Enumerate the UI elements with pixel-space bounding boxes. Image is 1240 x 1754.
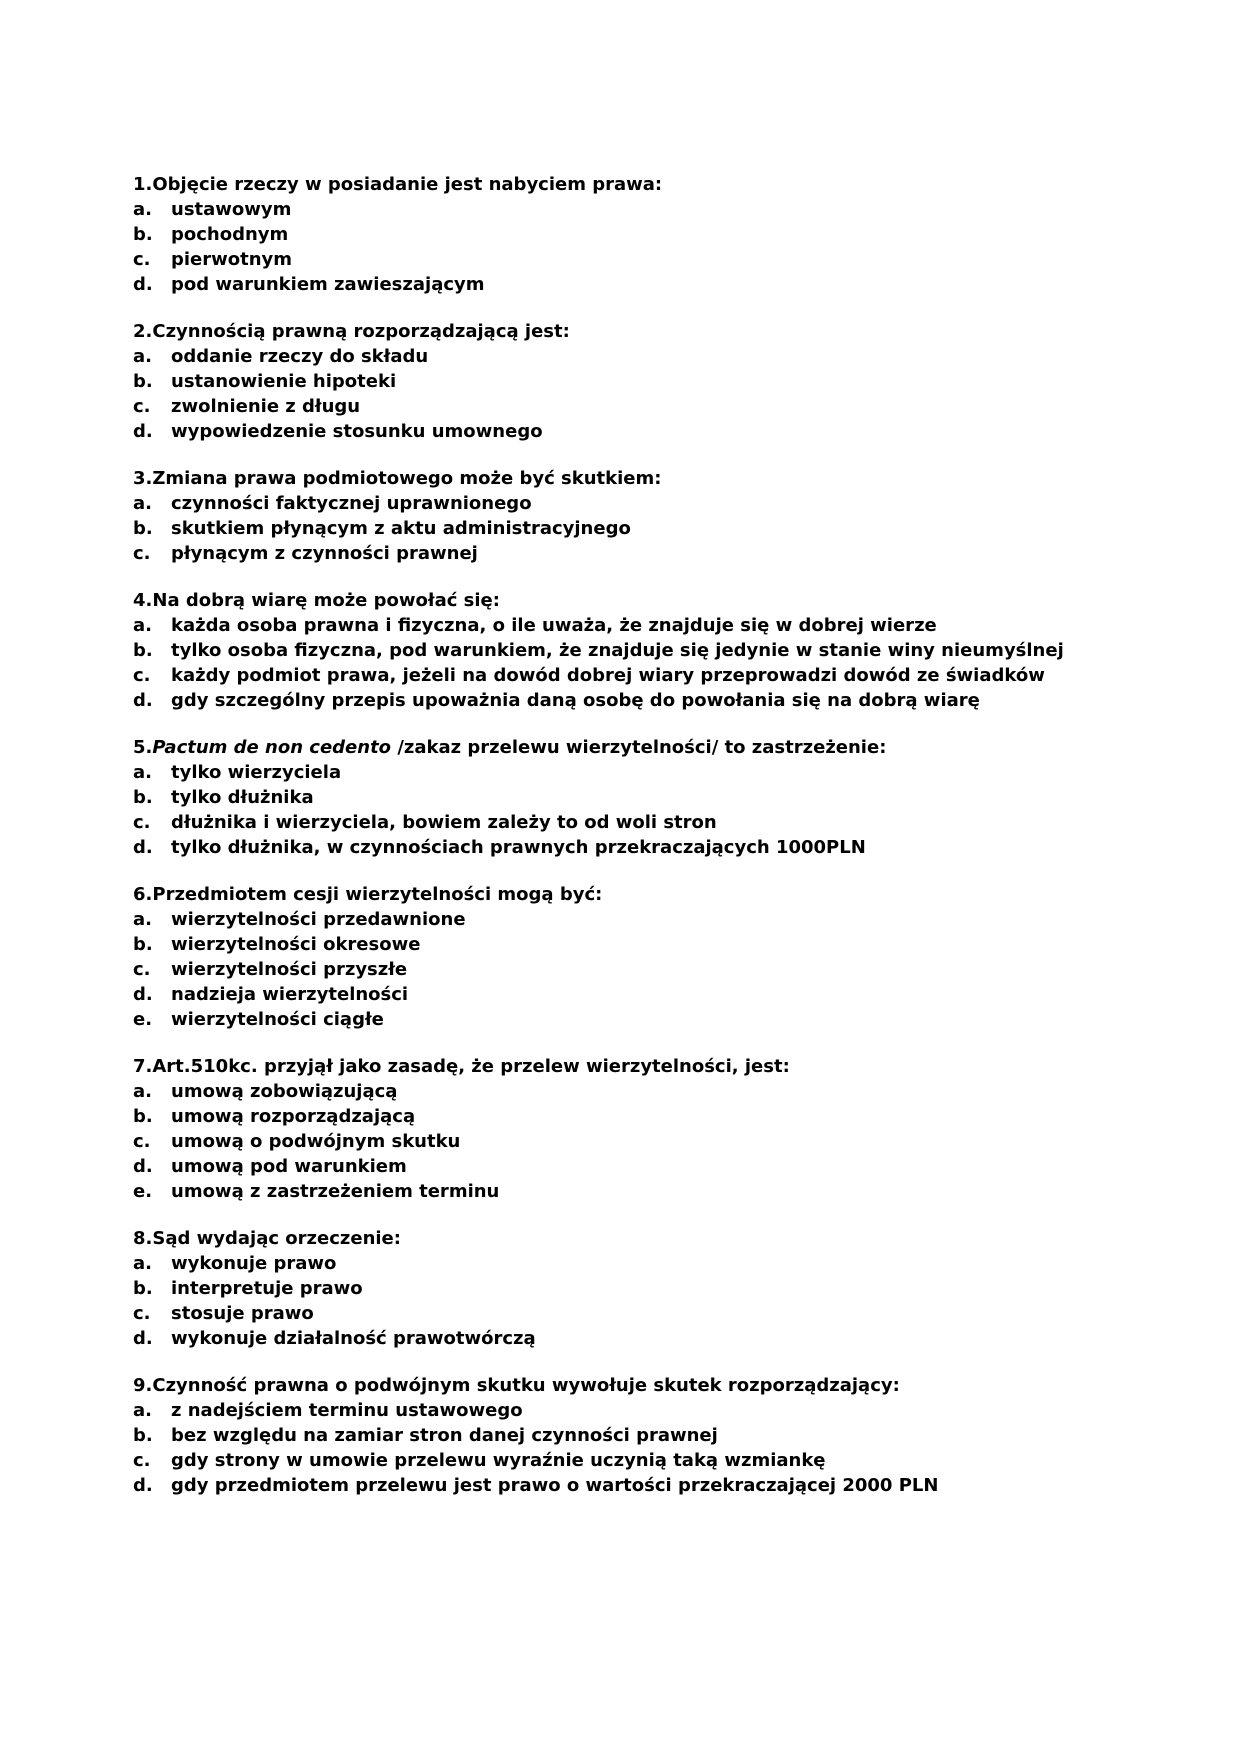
option-letter: c. — [133, 812, 151, 833]
option-text: skutkiem płynącym z aktu administracyjnego — [171, 518, 631, 539]
option-text: wykonuje prawo — [171, 1253, 337, 1274]
option-letter: a. — [133, 1253, 152, 1274]
option-row — [133, 1251, 1095, 1276]
option-text: gdy strony w umowie przelewu wyraźnie uczynią taką wzmiankę — [171, 1450, 826, 1471]
option-text: wykonuje działalność prawotwórczą — [171, 1328, 536, 1349]
option-text: stosuje prawo — [171, 1303, 314, 1324]
option-text: bez względu na zamiar stron danej czynności prawnej — [171, 1425, 718, 1446]
question-title-text: Przedmiotem cesji wierzytelności mogą być: — [152, 884, 603, 905]
option-letter: c. — [133, 665, 151, 686]
option-letter: b. — [133, 640, 153, 661]
option-letter: a. — [133, 346, 152, 367]
question-title-text: Art.510kc. przyjął jako zasadę, że przelew wierzytelności, jest: — [152, 1056, 790, 1077]
option-text: umową pod warunkiem — [171, 1156, 407, 1177]
question-title — [133, 1054, 1095, 1079]
option-row — [133, 1079, 1095, 1104]
option-row — [133, 369, 1095, 394]
question-title — [133, 588, 1095, 613]
option-text: wierzytelności okresowe — [171, 934, 421, 955]
option-text: ustanowienie hipoteki — [171, 371, 397, 392]
option-text: wierzytelności przyszłe — [171, 959, 408, 980]
question-block — [133, 882, 1095, 1032]
question-title — [133, 882, 1095, 907]
question-block — [133, 466, 1095, 566]
option-row — [133, 810, 1095, 835]
question-title-text: Czynność prawna o podwójnym skutku wywołuje skutek rozporządzający: — [152, 1375, 900, 1396]
option-text: pod warunkiem zawieszającym — [171, 274, 485, 295]
option-row — [133, 1423, 1095, 1448]
option-row — [133, 982, 1095, 1007]
question-number: 5. — [133, 737, 153, 758]
option-row — [133, 247, 1095, 272]
question-number: 3. — [133, 468, 153, 489]
option-row — [133, 1326, 1095, 1351]
option-letter: b. — [133, 1278, 153, 1299]
option-row — [133, 663, 1095, 688]
question-number: 2. — [133, 321, 153, 342]
option-row — [133, 835, 1095, 860]
option-row — [133, 1276, 1095, 1301]
option-letter: a. — [133, 909, 152, 930]
option-text: oddanie rzeczy do składu — [171, 346, 429, 367]
option-text: interpretuje prawo — [171, 1278, 363, 1299]
option-letter: c. — [133, 1303, 151, 1324]
option-row — [133, 688, 1095, 713]
question-title-italic: Pactum de non cedento — [152, 737, 392, 758]
question-title — [133, 466, 1095, 491]
option-row — [133, 1129, 1095, 1154]
option-row — [133, 1154, 1095, 1179]
question-block — [133, 319, 1095, 444]
option-row — [133, 1104, 1095, 1129]
option-letter: b. — [133, 518, 153, 539]
option-row — [133, 932, 1095, 957]
option-text: umową o podwójnym skutku — [171, 1131, 461, 1152]
option-letter: e. — [133, 1009, 153, 1030]
option-text: czynności faktycznej uprawnionego — [171, 493, 532, 514]
question-title — [133, 735, 1095, 760]
option-row — [133, 638, 1095, 663]
option-letter: c. — [133, 1131, 151, 1152]
question-block — [133, 735, 1095, 860]
question-number: 8. — [133, 1228, 153, 1249]
option-text: zwolnienie z długu — [171, 396, 361, 417]
question-title-text: Czynnością prawną rozporządzającą jest: — [152, 321, 570, 342]
option-row — [133, 516, 1095, 541]
option-letter: c. — [133, 249, 151, 270]
option-row — [133, 394, 1095, 419]
option-letter: e. — [133, 1181, 153, 1202]
option-letter: d. — [133, 837, 153, 858]
option-row — [133, 785, 1095, 810]
question-title — [133, 1373, 1095, 1398]
question-title — [133, 1226, 1095, 1251]
option-row — [133, 1179, 1095, 1204]
option-row — [133, 272, 1095, 297]
option-row — [133, 541, 1095, 566]
question-title — [133, 172, 1095, 197]
option-row — [133, 1007, 1095, 1032]
question-title-text: Na dobrą wiarę może powołać się: — [152, 590, 500, 611]
option-letter: a. — [133, 762, 152, 783]
question-title-text: /zakaz przelewu wierzytelności/ to zastrzeżenie: — [391, 737, 887, 758]
option-letter: b. — [133, 934, 153, 955]
question-block — [133, 588, 1095, 713]
question-number: 4. — [133, 590, 153, 611]
option-text: wypowiedzenie stosunku umownego — [171, 421, 543, 442]
option-row — [133, 197, 1095, 222]
option-letter: a. — [133, 1081, 152, 1102]
option-letter: b. — [133, 1106, 153, 1127]
option-row — [133, 957, 1095, 982]
option-row — [133, 1301, 1095, 1326]
option-row — [133, 613, 1095, 638]
option-row — [133, 1448, 1095, 1473]
question-title-text: Objęcie rzeczy w posiadanie jest nabyciem prawa: — [152, 174, 663, 195]
option-text: pierwotnym — [171, 249, 293, 270]
option-letter: d. — [133, 1328, 153, 1349]
option-letter: a. — [133, 615, 152, 636]
question-title-text: Sąd wydając orzeczenie: — [152, 1228, 401, 1249]
option-text: pochodnym — [171, 224, 289, 245]
option-letter: c. — [133, 396, 151, 417]
question-number: 1. — [133, 174, 153, 195]
question-number: 7. — [133, 1056, 153, 1077]
option-text: wierzytelności ciągłe — [171, 1009, 384, 1030]
option-text: wierzytelności przedawnione — [171, 909, 466, 930]
option-letter: d. — [133, 274, 153, 295]
question-number: 9. — [133, 1375, 153, 1396]
option-row — [133, 1473, 1095, 1498]
option-letter: d. — [133, 1475, 153, 1496]
option-text: dłużnika i wierzyciela, bowiem zależy to od woli stron — [171, 812, 717, 833]
option-text: umową z zastrzeżeniem terminu — [171, 1181, 500, 1202]
question-block — [133, 1373, 1095, 1498]
option-text: nadzieja wierzytelności — [171, 984, 409, 1005]
option-letter: b. — [133, 371, 153, 392]
option-text: ustawowym — [171, 199, 292, 220]
question-block — [133, 1226, 1095, 1351]
option-row — [133, 1398, 1095, 1423]
option-letter: a. — [133, 199, 152, 220]
question-title-text: Zmiana prawa podmiotowego może być skutkiem: — [152, 468, 662, 489]
option-letter: b. — [133, 787, 153, 808]
question-title — [133, 319, 1095, 344]
question-block — [133, 1054, 1095, 1204]
option-text: gdy przedmiotem przelewu jest prawo o wartości przekraczającej 2000 PLN — [171, 1475, 939, 1496]
question-list — [133, 172, 1095, 1498]
option-letter: d. — [133, 421, 153, 442]
option-letter: c. — [133, 959, 151, 980]
option-letter: c. — [133, 1450, 151, 1471]
option-row — [133, 491, 1095, 516]
option-row — [133, 760, 1095, 785]
option-letter: a. — [133, 493, 152, 514]
option-letter: a. — [133, 1400, 152, 1421]
option-row — [133, 907, 1095, 932]
option-letter: c. — [133, 543, 151, 564]
option-row — [133, 344, 1095, 369]
option-letter: d. — [133, 984, 153, 1005]
option-row — [133, 222, 1095, 247]
option-letter: b. — [133, 224, 153, 245]
option-text: każda osoba prawna i fizyczna, o ile uważa, że znajduje się w dobrej wierze — [171, 615, 937, 636]
option-text: umową rozporządzającą — [171, 1106, 416, 1127]
option-text: gdy szczególny przepis upoważnia daną osobę do powołania się na dobrą wiarę — [171, 690, 980, 711]
question-block — [133, 172, 1095, 297]
option-text: z nadejściem terminu ustawowego — [171, 1400, 523, 1421]
option-letter: d. — [133, 1156, 153, 1177]
option-letter: d. — [133, 690, 153, 711]
option-text: płynącym z czynności prawnej — [171, 543, 478, 564]
option-text: każdy podmiot prawa, jeżeli na dowód dobrej wiary przeprowadzi dowód ze świadków — [171, 665, 1045, 686]
option-text: tylko wierzyciela — [171, 762, 342, 783]
option-letter: b. — [133, 1425, 153, 1446]
option-row — [133, 419, 1095, 444]
option-text: tylko dłużnika — [171, 787, 314, 808]
option-text: tylko dłużnika, w czynnościach prawnych przekraczających 1000PLN — [171, 837, 866, 858]
option-text: umową zobowiązującą — [171, 1081, 398, 1102]
question-number: 6. — [133, 884, 153, 905]
option-text: tylko osoba fizyczna, pod warunkiem, że znajduje się jedynie w stanie winy nieumyślnej — [171, 640, 1064, 661]
